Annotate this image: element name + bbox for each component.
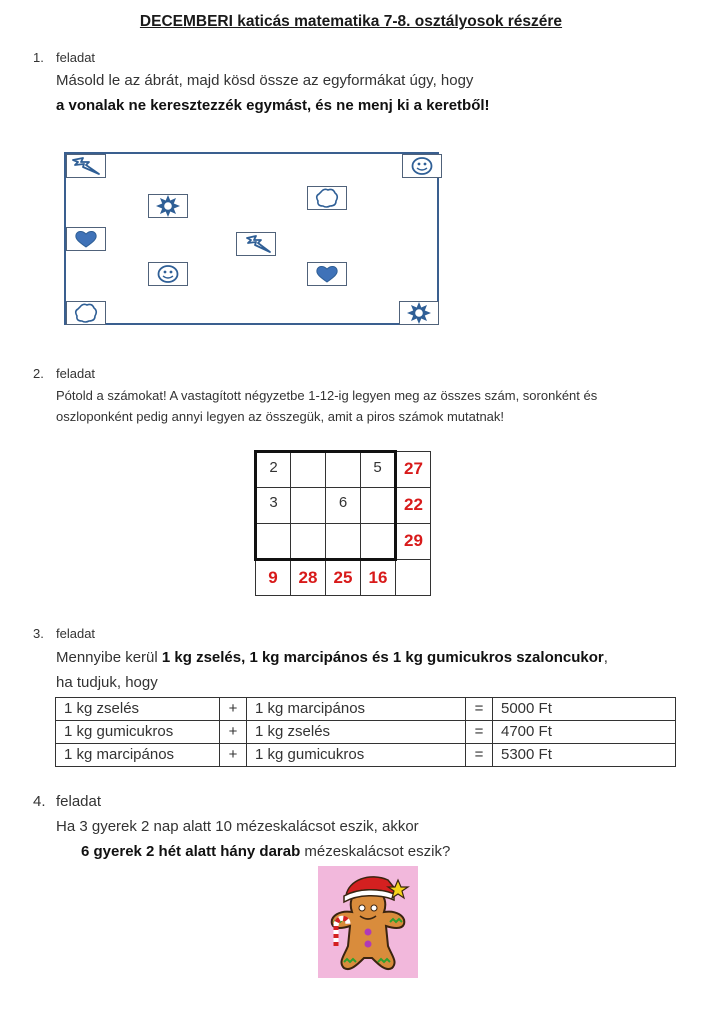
shape-box	[66, 154, 106, 178]
table-row	[56, 744, 676, 767]
grid-cell[interactable]: 5	[361, 452, 396, 488]
shape-box	[402, 154, 442, 178]
gingerbread-man-icon	[318, 866, 418, 978]
grid-cell[interactable]	[291, 488, 326, 524]
grid-cell[interactable]: 6	[326, 488, 361, 524]
shape-box	[66, 227, 106, 251]
task-1-instruction: a vonalak ne keresztezzék egymást, és ne menj ki a keretből!	[56, 97, 490, 114]
number-grid	[254, 450, 431, 596]
plus-sign: +	[220, 744, 247, 767]
price-table	[55, 697, 676, 767]
task-2-text-2: oszloponként pedig annyi legyen az összegük, amit a piros számok mutatnak!	[56, 409, 505, 424]
item-a: 1 kg marcipános	[56, 744, 220, 767]
col-sum: 28	[291, 560, 326, 596]
smiley-icon	[411, 156, 433, 176]
task-4-number: 4.	[33, 793, 46, 810]
question-bold: 6 gyerek 2 hét alatt hány darab	[81, 843, 301, 860]
col-sum: 16	[361, 560, 396, 596]
task-4-question	[81, 843, 450, 860]
grid-cell[interactable]	[361, 524, 396, 560]
question-bold: 1 kg zselés, 1 kg marcipános és 1 kg gumicukros szaloncukor	[161, 649, 604, 666]
task-3-question	[56, 649, 608, 666]
shape-box	[66, 301, 106, 325]
shape-box	[148, 194, 188, 218]
question-prefix: Mennyibe kerül	[56, 649, 162, 666]
lightning-icon	[71, 157, 101, 175]
shape-box	[148, 262, 188, 286]
item-b: 1 kg gumicukros	[247, 744, 466, 767]
grid-cell[interactable]	[361, 488, 396, 524]
table-row	[56, 698, 676, 721]
price: 5000 Ft	[493, 698, 676, 721]
grid-cell[interactable]	[326, 452, 361, 488]
question-suffix: ,	[603, 649, 608, 666]
row-sum: 22	[396, 488, 431, 524]
task-2-number: 2.	[33, 366, 44, 381]
item-a: 1 kg zselés	[56, 698, 220, 721]
equals-sign: =	[466, 698, 493, 721]
shape-box	[399, 301, 439, 325]
task-3-label: feladat	[56, 626, 96, 641]
item-b: 1 kg marcipános	[247, 698, 466, 721]
task-1-number: 1.	[33, 50, 44, 65]
task-3-number: 3.	[33, 626, 44, 641]
price: 5300 Ft	[493, 744, 676, 767]
col-sum: 25	[326, 560, 361, 596]
smiley-icon	[157, 264, 179, 284]
connect-shapes-figure	[64, 152, 439, 325]
grid-cell[interactable]	[326, 524, 361, 560]
table-row	[56, 721, 676, 744]
task-3-text-2: ha tudjuk, hogy	[56, 674, 158, 691]
task-4-text-1: Ha 3 gyerek 2 nap alatt 10 mézeskalácsot eszik, akkor	[56, 818, 419, 835]
grid-cell[interactable]	[291, 524, 326, 560]
lightning-icon	[241, 235, 271, 253]
grid-cell[interactable]: 2	[256, 452, 291, 488]
task-2-text-1: Pótold a számokat! A vastagított négyzetbe 1-12-ig legyen meg az összes szám, soronként és	[56, 388, 598, 403]
col-sum: 9	[256, 560, 291, 596]
task-4-label: feladat	[56, 793, 102, 810]
task-1-label: feladat	[56, 50, 96, 65]
cloud-icon	[74, 303, 98, 323]
cloud-icon	[315, 188, 339, 208]
equals-sign: =	[466, 744, 493, 767]
heart-icon	[316, 265, 338, 283]
task-2-label: feladat	[56, 366, 96, 381]
empty-corner-cell	[396, 560, 431, 596]
grid-cell[interactable]	[291, 452, 326, 488]
plus-sign: +	[220, 698, 247, 721]
item-b: 1 kg zselés	[247, 721, 466, 744]
shape-box	[236, 232, 276, 256]
sun-icon	[156, 195, 180, 217]
row-sum: 27	[396, 452, 431, 488]
sun-icon	[407, 302, 431, 324]
equals-sign: =	[466, 721, 493, 744]
heart-icon	[75, 230, 97, 248]
grid-cell[interactable]: 3	[256, 488, 291, 524]
row-sum: 29	[396, 524, 431, 560]
gingerbread-image	[318, 866, 418, 978]
grid-cell[interactable]	[256, 524, 291, 560]
item-a: 1 kg gumicukros	[56, 721, 220, 744]
plus-sign: +	[220, 721, 247, 744]
shape-box	[307, 262, 347, 286]
question-suffix: mézeskalácsot eszik?	[300, 843, 451, 860]
price: 4700 Ft	[493, 721, 676, 744]
task-1-text: Másold le az ábrát, majd kösd össze az egyformákat úgy, hogy	[56, 72, 474, 89]
shape-box	[307, 186, 347, 210]
page-title: DECEMBERI katicás matematika 7-8. osztályosok részére	[139, 13, 563, 30]
